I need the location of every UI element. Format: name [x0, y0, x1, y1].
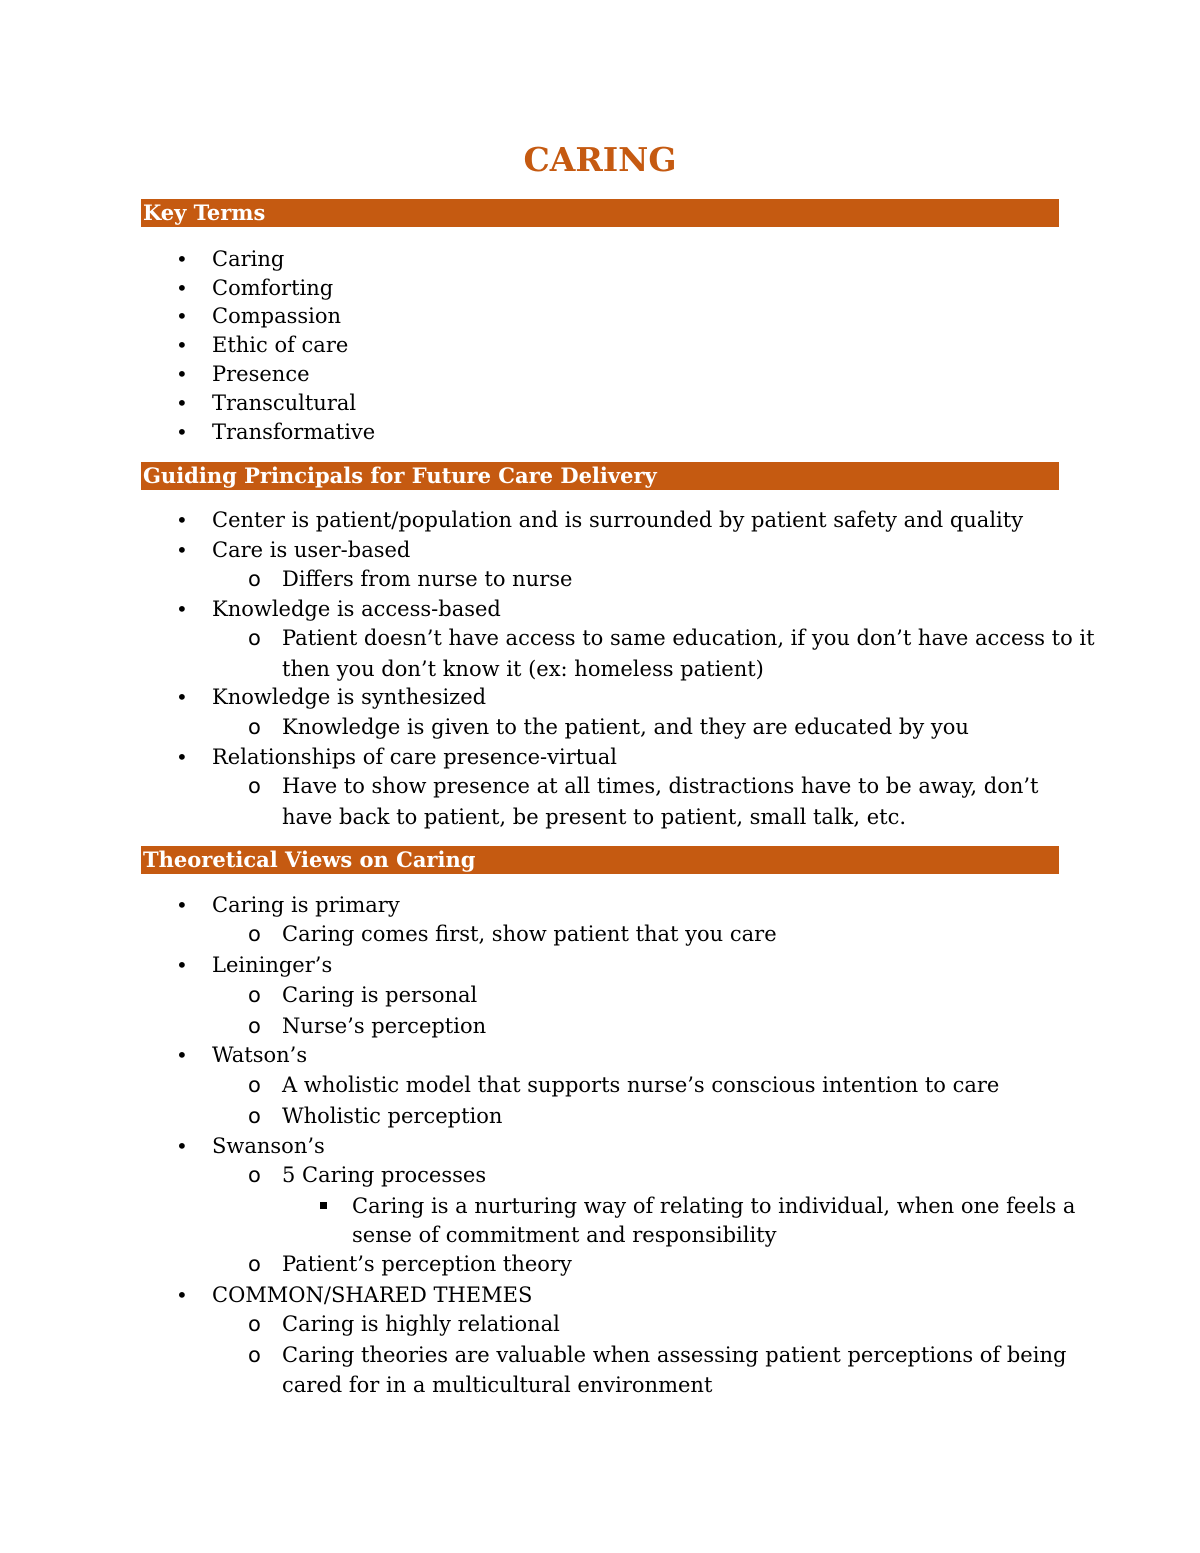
list-item-text: cared for in a multicultural environment [282, 1373, 713, 1397]
list-item [176, 682, 487, 712]
sub-list-item [248, 771, 1039, 801]
list-item-text: Transcultural [212, 391, 357, 415]
list-item-text: Knowledge is access-based [212, 597, 501, 621]
sub-list-item [248, 1011, 487, 1041]
circle-bullet-icon: o [248, 983, 261, 1007]
bullet-icon: • [176, 304, 188, 328]
list-item-text: Compassion [212, 304, 342, 328]
square-bullet-icon [320, 1202, 327, 1209]
list-item-text: Knowledge is synthesized [212, 685, 487, 709]
list-item [176, 1280, 533, 1310]
circle-bullet-icon: o [248, 1014, 261, 1038]
circle-bullet-icon: o [248, 1073, 261, 1097]
list-item-text: Caring is primary [212, 893, 400, 917]
list-item-text: Swanson’s [212, 1134, 325, 1158]
bullet-icon: • [176, 893, 188, 917]
list-item [176, 742, 617, 772]
circle-bullet-icon: o [248, 715, 261, 739]
list-item-text: Center is patient/population and is surrounded by patient safety and quality [212, 508, 1024, 532]
bullet-icon: • [176, 953, 188, 977]
list-item [176, 273, 334, 303]
list-item-text: Caring theories are valuable when assessing patient perceptions of being [282, 1343, 1067, 1367]
circle-bullet-icon: o [248, 567, 261, 591]
list-item [176, 535, 411, 565]
list-item [176, 1131, 325, 1161]
list-item-text: Ethic of care [212, 333, 349, 357]
bullet-icon: • [176, 597, 188, 621]
list-item-text: sense of commitment and responsibility [352, 1223, 777, 1247]
list-item-text: Caring is personal [282, 983, 478, 1007]
section-heading-guiding-principals: Guiding Principals for Future Care Delivery [141, 462, 1059, 490]
list-item [176, 417, 376, 447]
circle-bullet-icon: o [248, 626, 261, 650]
list-item-text: Caring is highly relational [282, 1312, 560, 1336]
list-item-text: Knowledge is given to the patient, and they are educated by you [282, 715, 969, 739]
bullet-icon: • [176, 391, 188, 415]
list-item-text: Presence [212, 362, 310, 386]
list-item-text: Relationships of care presence-virtual [212, 745, 617, 769]
sub-list-item-continuation [282, 802, 906, 832]
list-item [176, 330, 349, 360]
bullet-icon: • [176, 1283, 188, 1307]
circle-bullet-icon: o [248, 1312, 261, 1336]
list-item [176, 388, 357, 418]
circle-bullet-icon: o [248, 1252, 261, 1276]
circle-bullet-icon: o [248, 922, 261, 946]
list-item [176, 359, 310, 389]
list-item-text: Patient’s perception theory [282, 1252, 572, 1276]
section-heading-key-terms: Key Terms [141, 199, 1059, 227]
list-item-text: have back to patient, be present to patient, small talk, etc. [282, 805, 907, 829]
list-item-text: Watson’s [212, 1043, 308, 1067]
sub-list-item-continuation [282, 1370, 712, 1400]
list-item-text: 5 Caring processes [282, 1163, 487, 1187]
list-item [176, 301, 342, 331]
section-heading-theoretical-views: Theoretical Views on Caring [141, 846, 1059, 874]
list-item-text: Differs from nurse to nurse [282, 567, 573, 591]
sub-list-item [248, 1070, 1000, 1100]
circle-bullet-icon: o [248, 1104, 261, 1128]
bullet-icon: • [176, 247, 188, 271]
sub-sub-list-item-continuation [352, 1220, 776, 1250]
list-item-text: Have to show presence at all times, distractions have to be away, don’t [282, 774, 1039, 798]
sub-list-item [248, 623, 1095, 653]
bullet-icon: • [176, 420, 188, 444]
list-item-text: Caring is a nurturing way of relating to individual, when one feels a [352, 1194, 1076, 1218]
circle-bullet-icon: o [248, 774, 261, 798]
list-item [176, 950, 333, 980]
page-title: CARING [523, 140, 677, 179]
list-item-text: A wholistic model that supports nurse’s conscious intention to care [282, 1073, 1000, 1097]
sub-list-item [248, 1340, 1067, 1370]
circle-bullet-icon: o [248, 1343, 261, 1367]
list-item [176, 890, 400, 920]
bullet-icon: • [176, 508, 188, 532]
list-item-text: then you don’t know it (ex: homeless patient) [282, 657, 764, 681]
list-item [176, 505, 1024, 535]
list-item-text: Care is user-based [212, 538, 411, 562]
bullet-icon: • [176, 362, 188, 386]
list-item-text: Transformative [212, 420, 376, 444]
list-item-text: Nurse’s perception [282, 1014, 487, 1038]
sub-list-item [248, 1249, 572, 1279]
sub-list-item-continuation [282, 654, 764, 684]
bullet-icon: • [176, 538, 188, 562]
sub-list-item [248, 980, 478, 1010]
sub-list-item [248, 564, 573, 594]
list-item [176, 244, 285, 274]
bullet-icon: • [176, 333, 188, 357]
list-item-text: Patient doesn’t have access to same education, if you don’t have access to it [282, 626, 1095, 650]
sub-list-item [248, 1160, 487, 1190]
list-item-text: Leininger’s [212, 953, 333, 977]
sub-sub-list-item [352, 1191, 1075, 1221]
bullet-icon: • [176, 1043, 188, 1067]
sub-list-item [248, 1309, 560, 1339]
sub-list-item [248, 919, 777, 949]
list-item [176, 1040, 308, 1070]
sub-list-item [248, 712, 969, 742]
list-item-text: Caring [212, 247, 285, 271]
list-item-text: Caring comes first, show patient that you care [282, 922, 777, 946]
bullet-icon: • [176, 685, 188, 709]
list-item-text: COMMON/SHARED THEMES [212, 1283, 533, 1307]
bullet-icon: • [176, 1134, 188, 1158]
bullet-icon: • [176, 745, 188, 769]
list-item-text: Comforting [212, 276, 334, 300]
list-item [176, 594, 501, 624]
bullet-icon: • [176, 276, 188, 300]
sub-list-item [248, 1101, 503, 1131]
list-item-text: Wholistic perception [282, 1104, 503, 1128]
circle-bullet-icon: o [248, 1163, 261, 1187]
